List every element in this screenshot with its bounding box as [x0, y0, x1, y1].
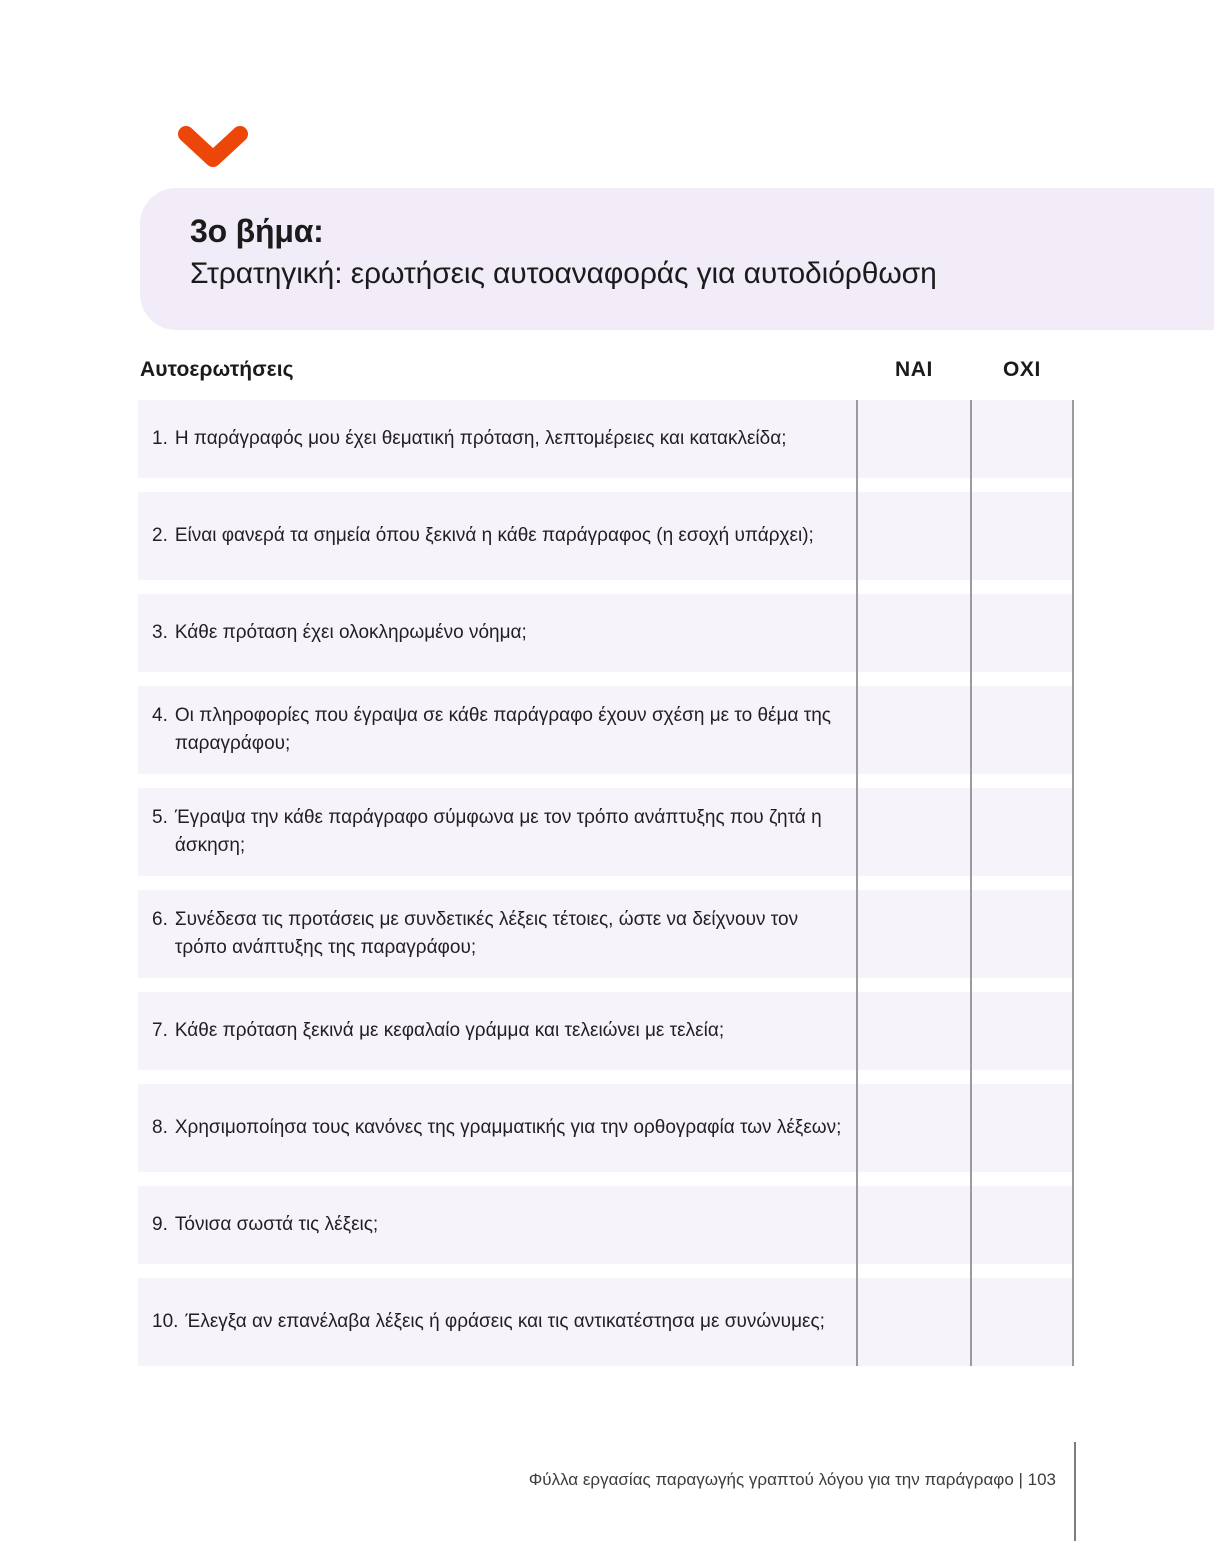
question-cell — [138, 1201, 850, 1250]
answer-cell-no[interactable] — [964, 1186, 1066, 1264]
step-banner — [140, 188, 1214, 330]
question-cell — [138, 1104, 850, 1153]
answer-cell-yes[interactable] — [850, 1084, 964, 1172]
table-row — [138, 992, 1074, 1070]
answer-cell-yes[interactable] — [850, 594, 964, 672]
question-number: 8. — [152, 1116, 168, 1138]
table-row — [138, 890, 1074, 978]
answer-cell-no[interactable] — [964, 594, 1066, 672]
question-label: Είναι φανερά τα σημεία όπου ξεκινά η κάθε παράγραφος (η εσοχή υπάρχει); — [174, 524, 814, 546]
table-row — [138, 1278, 1074, 1366]
footer-text: Φύλλα εργασίας παραγωγής γραπτού λόγου για την παράγραφο | 103 — [528, 1470, 1056, 1489]
question-cell — [138, 609, 850, 658]
answer-cell-no[interactable] — [964, 890, 1066, 978]
table-row — [138, 492, 1074, 580]
question-label: Έλεγξα αν επανέλαβα λέξεις ή φράσεις και τις αντικατέστησα με συνώνυμες; — [185, 1310, 825, 1332]
footer-divider — [1074, 1442, 1076, 1541]
question-label: Τόνισα σωστά τις λέξεις; — [174, 1213, 379, 1235]
question-cell — [138, 692, 850, 769]
answer-cell-no[interactable] — [964, 1084, 1066, 1172]
page-subtitle: Στρατηγική: ερωτήσεις αυτοαναφοράς για αυτοδιόρθωση — [190, 257, 937, 291]
column-header-questions: Αυτοερωτήσεις — [140, 358, 294, 381]
answer-cell-no[interactable] — [964, 492, 1066, 580]
table-row — [138, 400, 1074, 478]
question-cell — [138, 512, 850, 561]
answer-cell-no[interactable] — [964, 686, 1066, 774]
question-number: 2. — [152, 524, 168, 546]
question-label: Η παράγραφός μου έχει θεματική πρόταση, λεπτομέρειες και κατακλείδα; — [174, 427, 787, 449]
page-title: 3ο βήμα: — [190, 213, 324, 249]
question-label: Συνέδεσα τις προτάσεις με συνδετικές λέξεις τέτοιες, ώστε να δείχνουν τον τρόπο ανάπτυξης της παραγράφου; — [174, 908, 799, 958]
answer-cell-yes[interactable] — [850, 686, 964, 774]
answer-cell-no[interactable] — [964, 400, 1066, 478]
question-label: Έγραψα την κάθε παράγραφο σύμφωνα με τον τρόπο ανάπτυξης που ζητά η άσκηση; — [174, 806, 822, 856]
question-number: 5. — [152, 806, 168, 828]
table-row — [138, 594, 1074, 672]
question-cell — [138, 1007, 850, 1056]
question-label: Κάθε πρόταση έχει ολοκληρωμένο νόημα; — [174, 621, 527, 643]
question-cell — [138, 1298, 850, 1347]
answer-cell-yes[interactable] — [850, 992, 964, 1070]
question-label: Κάθε πρόταση ξεκινά με κεφαλαίο γράμμα και τελειώνει με τελεία; — [174, 1019, 725, 1041]
column-header-no: ΟΧΙ — [1003, 358, 1041, 381]
table-row — [138, 1186, 1074, 1264]
answer-cell-yes[interactable] — [850, 788, 964, 876]
question-label: Οι πληροφορίες που έγραψα σε κάθε παράγραφο έχουν σχέση με το θέμα της παραγράφου; — [174, 704, 831, 754]
table-row — [138, 1084, 1074, 1172]
column-header-yes: ΝΑΙ — [895, 358, 933, 381]
answer-cell-yes[interactable] — [850, 400, 964, 478]
question-number: 6. — [152, 908, 168, 930]
question-cell — [138, 415, 850, 464]
table-body — [138, 400, 1074, 1366]
answer-cell-yes[interactable] — [850, 1186, 964, 1264]
question-number: 7. — [152, 1019, 168, 1041]
answer-cell-no[interactable] — [964, 1278, 1066, 1366]
question-cell — [138, 794, 850, 871]
question-number: 4. — [152, 704, 168, 726]
answer-cell-no[interactable] — [964, 788, 1066, 876]
question-label: Χρησιμοποίησα τους κανόνες της γραμματικής για την ορθογραφία των λέξεων; — [174, 1116, 842, 1138]
question-cell — [138, 896, 850, 973]
chevron-down-icon — [178, 126, 248, 172]
answer-cell-yes[interactable] — [850, 1278, 964, 1366]
table-header-row — [138, 352, 1074, 400]
table-row — [138, 686, 1074, 774]
question-number: 9. — [152, 1213, 168, 1235]
question-number: 3. — [152, 621, 168, 643]
answer-cell-yes[interactable] — [850, 492, 964, 580]
answer-cell-no[interactable] — [964, 992, 1066, 1070]
self-questions-table — [138, 352, 1074, 1380]
question-number: 1. — [152, 427, 168, 449]
answer-cell-yes[interactable] — [850, 890, 964, 978]
table-row — [138, 788, 1074, 876]
question-number: 10. — [152, 1310, 179, 1332]
